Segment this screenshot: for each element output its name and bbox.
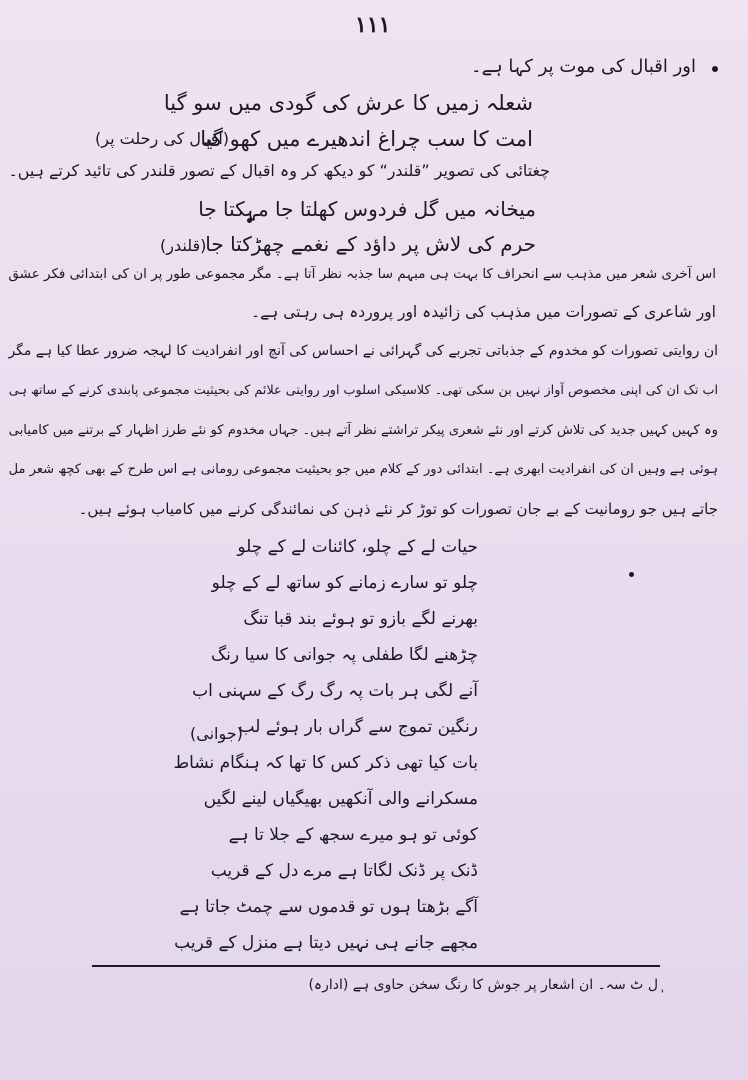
poem-line: مجھے جانے ہی نہیں دیتا ہے منزل کے قریب: [174, 933, 478, 953]
para3-line3: وہ کہیں کہیں جدید کی تلاش کرتے اور نئے شعری پیکر تراشتے نظر آتے ہیں۔ جہاں مخدوم کو نئے طرز اظہار کے برتنے میں کامیابی: [8, 423, 718, 438]
para2-line1: اس آخری شعر میں مذہب سے انحراف کا بہت ہی مبہم سا جذبہ نظر آتا ہے۔ مگر مجموعی طور پر ان کی ابتدائی فکر عشق: [8, 266, 716, 282]
footnote: ٖل ٹ سہ۔ ان اشعار پر جوش کا رنگ سخن حاوی ہے (ادارہ): [308, 977, 658, 993]
page-number: ۱۱۱: [355, 12, 391, 38]
para2-line2: اور شاعری کے تصورات میں مذہب کی زائیدہ اور پروردہ ہی رہتی ہے۔: [251, 303, 716, 321]
para3-line1: ان روایتی تصورات کو مخدوم کے جذباتی تجربے کی گہرائی نے احساس کی آنچ اور انفرادیت کا لہجہ ضرور عطا کیا ہے مگر: [8, 343, 718, 359]
bullet-dot: [712, 66, 718, 72]
verse1-note: (اقبال کی رحلت پر): [95, 129, 230, 148]
poem-line: مسکرانے والی آنکھیں بھیگیاں لینے لگیں: [203, 789, 478, 809]
intro-line: اور اقبال کی موت پر کہا ہے۔: [471, 56, 696, 77]
poem-note: (جوانی): [190, 724, 243, 743]
footnote-divider: [92, 965, 660, 967]
para3-line4: ہوئی ہے وہیں ان کی انفرادیت ابھری ہے۔ ابتدائی دور کے کلام میں جو بحیثیت مجموعی رومانی ہے اس طرح کے بھی کچھ شعر مل: [8, 462, 718, 477]
poem-line: چڑھنے لگا طفلی پہ جوانی کا سیا رنگ: [210, 645, 478, 665]
poem-line: بھرنے لگے بازو تو ہوئے بند قبا تنگ: [243, 609, 478, 629]
poem-line: حیات لے کے چلو، کائنات لے کے چلو: [237, 537, 478, 557]
poem-line: چلو تو سارے زمانے کو ساتھ لے کے چلو: [211, 573, 478, 593]
poem-line: رنگین تموج سے گراں بار ہوئے لب: [238, 717, 478, 737]
verse1-line2: امت کا سب چراغ اندھیرے میں کھو گیا: [200, 127, 533, 151]
verse1-line1: شعلہ زمیں کا عرش کی گودی میں سو گیا: [163, 91, 533, 115]
poem-line: ڈنک پر ڈنک لگاتا ہے مرے دل کے قریب: [210, 861, 478, 881]
chughtai-paragraph: چغتائی کی تصویر ”قلندر“ کو دیکھ کر وہ اقبال کے تصور قلندر کی تائید کرتے ہیں۔: [8, 161, 550, 180]
bullet-dot: [629, 572, 634, 577]
verse2-line2: حرم کی لاش پر داؤد کے نغمے چھڑکتا جا: [205, 232, 536, 256]
para3-line5: جاتے ہیں جو رومانیت کے بے جان تصورات کو توڑ کر نئے ذہن کی نمائندگی کرنے میں کامیاب ہوئے ہیں۔: [78, 500, 718, 518]
poem-line: بات کیا تھی ذکر کس کا تھا کہ ہنگام نشاط: [173, 753, 478, 773]
para3-line2: اب تک ان کی اپنی مخصوص آواز نہیں بن سکی تھی۔ کلاسیکی اسلوب اور روایتی علائم کی بحیثیت مجموعی پابندی کرنے کے ساتھ ہی: [8, 383, 718, 398]
poem-line: کوئی تو ہو میرے سجھ کے جلا تا ہے: [228, 825, 478, 845]
verse2-note: (قلندر): [160, 236, 207, 255]
poem-line: آگے بڑھتا ہوں تو قدموں سے چمٹ جاتا ہے: [179, 897, 478, 917]
poem-line: آنے لگی ہر بات پہ رگ رگ کے سہنی اب: [192, 681, 478, 701]
verse2-line1: میخانہ میں گل فردوس کھلتا جا مہکتا جا: [198, 197, 536, 221]
